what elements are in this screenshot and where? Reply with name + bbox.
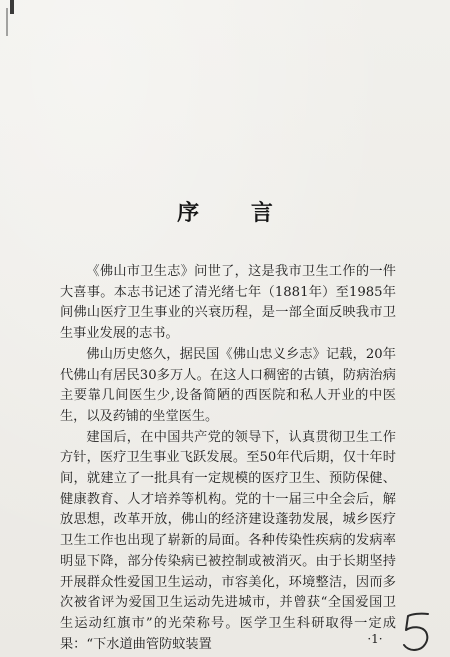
preface-body [60, 262, 396, 655]
scan-edge-shadow [6, 8, 8, 36]
paragraph-3: 建国后，在中国共产党的领导下，认真贯彻卫生工作方针，医疗卫生事业飞跃发展。至50年代后期，仅十年时间，就建立了一批具有一定规模的医疗卫生、预防保健、健康教育、人才培养等机构。党的十一届三中全会后，解放思想，改革开放，佛山的经济建设蓬勃发展，城乡医疗卫生工作也出现了崭新的局面。各种传染性疾病的发病率明显下降，部分传染病已被控制或被消灭。由于长期坚持开展群众性爱国卫生运动，市容美化，环境整洁，因而多次被省评为爱国卫生运动先进城市，并曾获“全国爱国卫生运动红旗市”的光荣称号。医学卫生科研取得一定成果：“下水道曲管防蚊装置 [60, 429, 396, 652]
scan-edge-mark [10, 0, 14, 14]
paragraph-1: 《佛山市卫生志》问世了，这是我市卫生工作的一件大喜事。本志书记述了清光绪七年（1881年）至1985年间佛山医疗卫生事业的兴衰历程，是一部全面反映我市卫生事业发展的志书。 [60, 264, 396, 342]
page-title: 序 言 [177, 200, 295, 226]
paragraph-2: 佛山历史悠久，据民国《佛山忠义乡志》记载，20年代佛山有居民30多万人。在这人口稠密的古镇，防病治病主要靠几间医生少,设备简陋的西医院和私人开业的中医生，以及药铺的坐堂医生。 [60, 346, 396, 424]
handwritten-mark-icon [398, 610, 438, 654]
page-number: ·1· [367, 632, 383, 646]
